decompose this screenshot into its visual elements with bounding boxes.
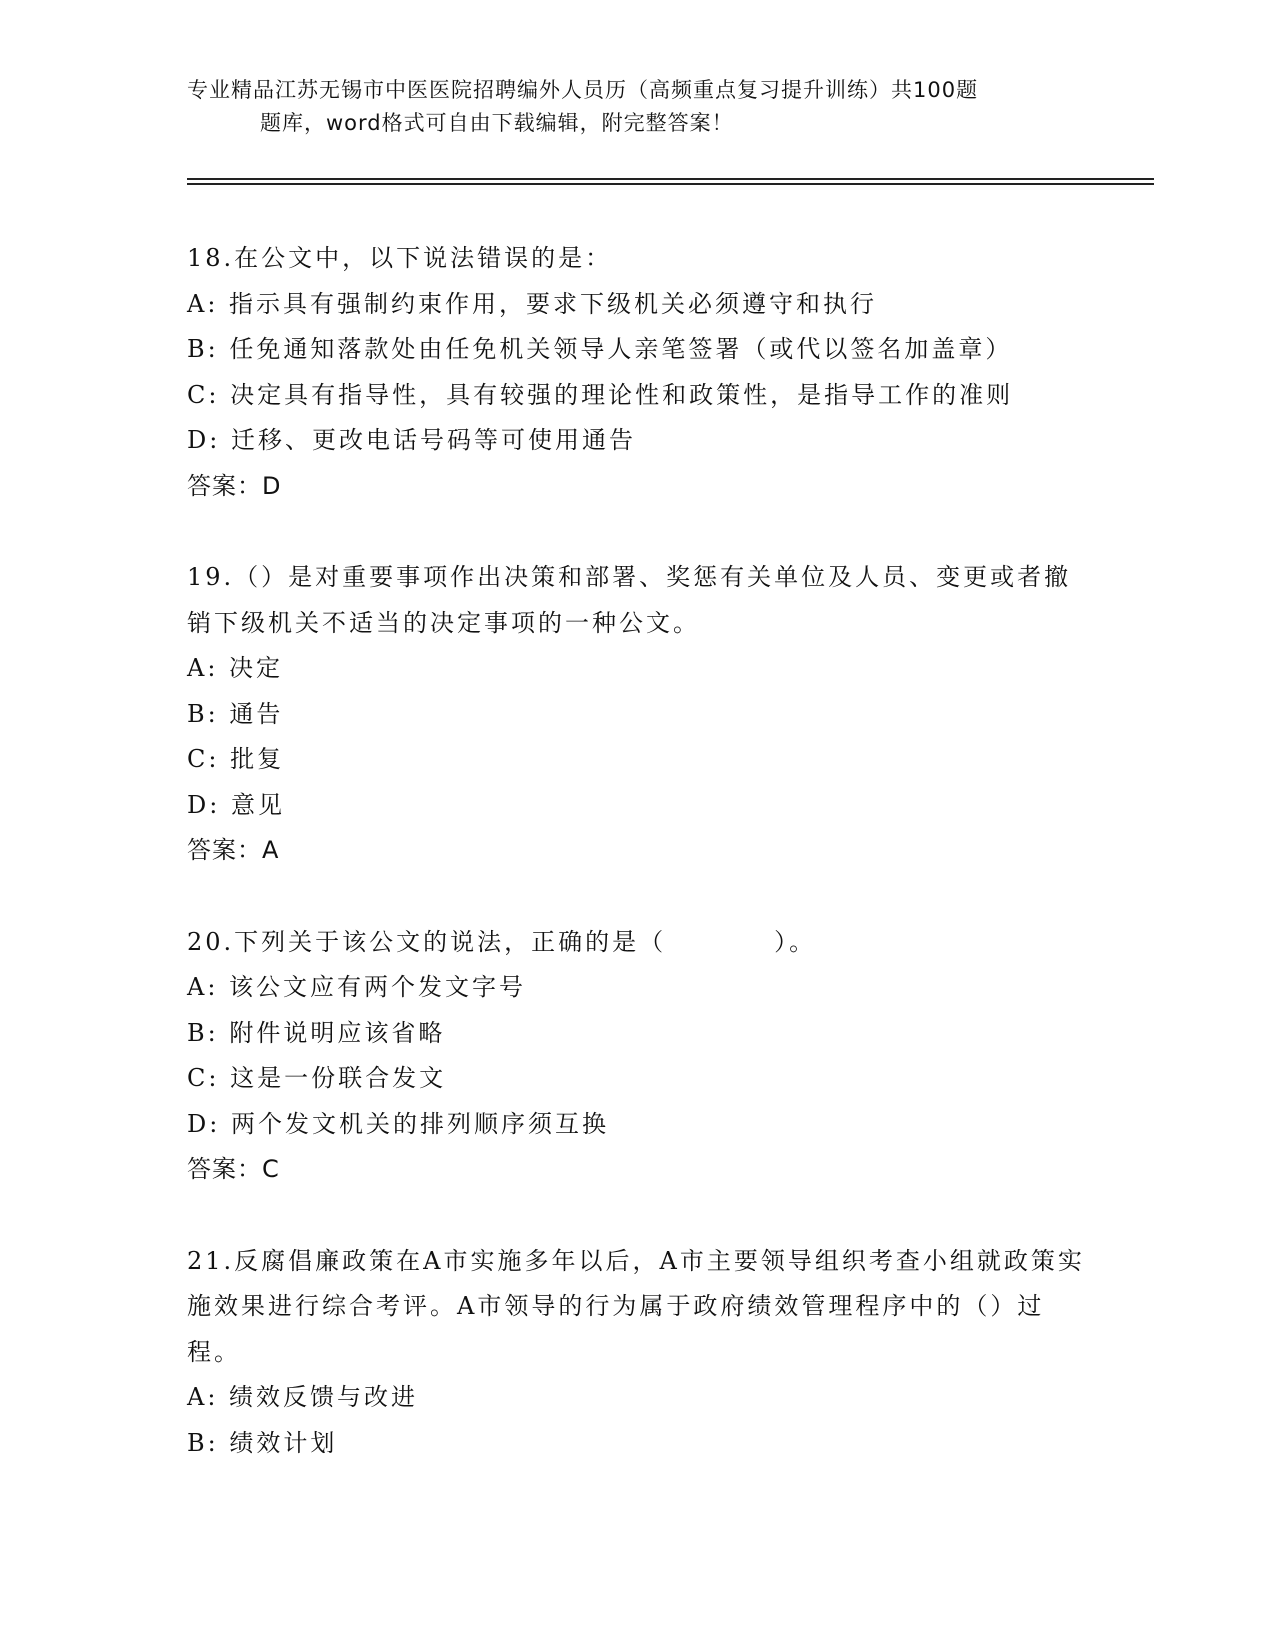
answer-line: 答案：C xyxy=(187,1155,280,1183)
option-a: A: 该公文应有两个发文字号 xyxy=(187,973,527,1001)
option-a: A: 绩效反馈与改进 xyxy=(187,1383,419,1411)
question-18 xyxy=(187,236,1087,509)
question-text: 20.下列关于该公文的说法，正确的是（ ）。 xyxy=(187,927,817,956)
option-b: B: 附件说明应该省略 xyxy=(187,1018,446,1047)
option-b: B: 绩效计划 xyxy=(187,1428,338,1457)
option-b: B: 任免通知落款处由任免机关领导人亲笔签署（或代以签名加盖章） xyxy=(187,335,1013,363)
option-d: D: 迁移、更改电话号码等可使用通告 xyxy=(187,426,636,454)
question-list xyxy=(187,236,1087,1512)
option-c: C: 批复 xyxy=(187,745,285,773)
question-text: 21.反腐倡廉政策在A市实施多年以后，A市主要领导组织考查小组就政策实施效果进行综合考评。A市领导的行为属于政府绩效管理程序中的（）过程。 xyxy=(187,1246,1085,1366)
header-divider-bottom xyxy=(187,183,1154,185)
option-c: C: 这是一份联合发文 xyxy=(187,1064,447,1092)
option-d: D: 意见 xyxy=(187,790,285,819)
option-a: A: 决定 xyxy=(187,654,284,682)
header-divider-top xyxy=(187,178,1154,180)
option-d: D: 两个发文机关的排列顺序须互换 xyxy=(187,1109,609,1138)
question-19 xyxy=(187,555,1087,874)
question-21 xyxy=(187,1239,1087,1467)
option-a: A: 指示具有强制约束作用，要求下级机关必须遵守和执行 xyxy=(187,289,878,318)
title-line-1: 专业精品江苏无锡市中医医院招聘编外人员历（高频重点复习提升训练）共100题 xyxy=(187,78,979,102)
question-text: 19.（）是对重要事项作出决策和部署、奖惩有关单位及人员、变更或者撤销下级机关不适当的决定事项的一种公文。 xyxy=(187,563,1072,637)
option-c: C: 决定具有指导性，具有较强的理论性和政策性，是指导工作的准则 xyxy=(187,380,1014,409)
question-20 xyxy=(187,920,1087,1193)
option-b: B: 通告 xyxy=(187,699,284,728)
title-line-2: 题库，word格式可自由下载编辑，附完整答案！ xyxy=(260,111,734,135)
answer-line: 答案：A xyxy=(187,836,280,864)
question-text: 18.在公文中，以下说法错误的是： xyxy=(187,244,613,272)
answer-line: 答案：D xyxy=(187,471,282,500)
document-title xyxy=(187,74,1087,140)
